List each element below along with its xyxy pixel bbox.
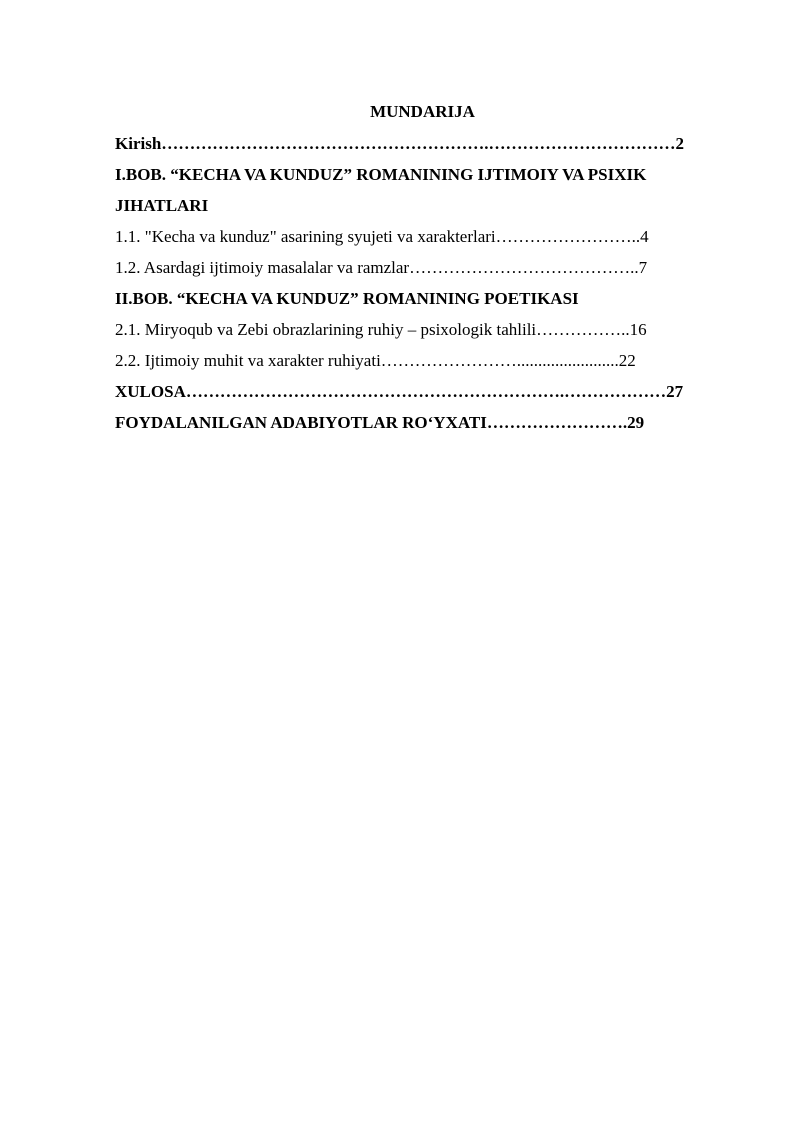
toc-entry-chapter-1-heading: I.BOB. “KECHA VA KUNDUZ” ROMANINING IJTIMOIY VA PSIXIK xyxy=(115,165,647,184)
toc-entry-bibliography: FOYDALANILGAN ADABIYOTLAR RO‘YXATI…………………….29 xyxy=(115,413,645,432)
toc-entry-section-2-2: 2.2. Ijtimoiy muhit va xarakter ruhiyati……………………........................22 xyxy=(115,351,636,370)
table-of-contents xyxy=(115,100,710,438)
toc-entry-section-1-1: 1.1. "Kecha va kunduz" asarining syujeti va xarakterlari……………………..4 xyxy=(115,227,649,246)
toc-entry-chapter-2-heading: II.BOB. “KECHA VA KUNDUZ” ROMANINING POETIKASI xyxy=(115,289,579,308)
toc-entry-list xyxy=(115,128,710,438)
toc-entry-conclusion: XULOSA………………………………………………………….………………27 xyxy=(115,382,684,401)
toc-title: MUNDARIJA xyxy=(370,102,475,121)
toc-entry-section-2-1: 2.1. Miryoqub va Zebi obrazlarining ruhiy – psixologik tahlili……………..16 xyxy=(115,320,647,339)
toc-entry-section-1-2: 1.2. Asardagi ijtimoiy masalalar va ramzlar…………………………………..7 xyxy=(115,258,648,277)
toc-entry-introduction: Kirish………………………………………………….……………………………2 xyxy=(115,134,685,153)
toc-entry-chapter-1-heading-cont: JIHATLARI xyxy=(115,196,209,215)
